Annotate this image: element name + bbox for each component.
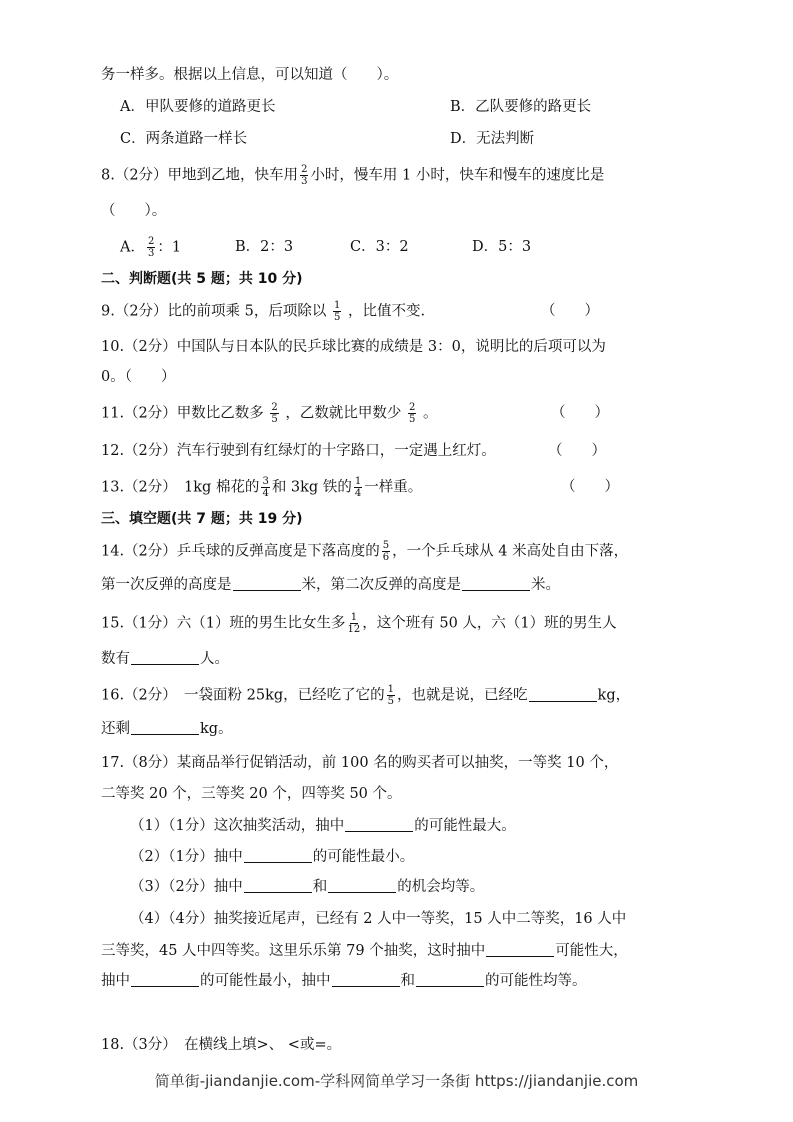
q17-sub4-line2: 三等奖，45 人中四等奖。这里乐乐第 79 个抽奖，这时抽中 可能性大， [101, 943, 628, 959]
q17-line1: 17.（8分）某商品举行促销活动，前 100 名的购买者可以抽奖，一等奖 10 个， [101, 755, 619, 771]
fraction: $\frac{2}{3}$ [147, 236, 155, 259]
answer-blank[interactable] [486, 941, 554, 957]
q18: 18.（3分） 在横线上填>、 <或=。 [101, 1037, 342, 1053]
q10-line2: 0。（ ） [101, 369, 176, 385]
q10-line1: 10.（2分）中国队与日本队的民乒球比赛的成绩是 3：0，说明比的后项可以为 [101, 339, 606, 355]
q12: 12.（2分）汽车行驶到有红绿灯的十字路口，一定遇上红灯。 （ ） [101, 440, 733, 462]
q7-options-row1 [120, 96, 733, 118]
q17-sub4-line3: 抽中 的可能性最小，抽中 和 的可能性均等。 [101, 973, 587, 989]
section-3-heading: 三、填空题(共 7 题；共 19 分) [101, 511, 303, 527]
fraction: $\frac{1}{5}$ [334, 300, 341, 323]
q7-tail: 务一样多。根据以上信息，可以知道（ ）。 [101, 67, 399, 83]
fraction: $\frac{5}{6}$ [382, 540, 390, 563]
q9: 9.（2分）比的前项乘 5，后项除以 $\frac{1}{5}$ ，比值不变. （ ） [101, 300, 599, 323]
answer-paren: （ ） [541, 303, 599, 319]
answer-blank[interactable] [244, 877, 312, 893]
q7-option-a: A．甲队要修的道路更长 [120, 99, 276, 115]
q7-option-c: C．两条道路一样长 [120, 131, 248, 147]
answer-blank[interactable] [328, 877, 396, 893]
answer-blank[interactable] [462, 575, 530, 591]
answer-paren: （ ） [551, 405, 609, 421]
fraction: $\frac{3}{4}$ [262, 476, 269, 499]
fraction: $\frac{1}{12}$ [347, 612, 361, 635]
answer-blank[interactable] [332, 971, 400, 987]
q15-line2: 数有 人。 [101, 651, 229, 667]
q16-line1: 16.（2分） 一袋面粉 25kg，已经吃了它的 $\frac{1}{5}$ ，也就是说，已经吃 kg， [101, 684, 631, 707]
q13: 13.（2分） 1kg 棉花的 $\frac{3}{4}$ 和 3kg 铁的 $\frac{1}{4}$ 一样重。 （ ） [101, 476, 619, 499]
fraction: $\frac{1}{5}$ [387, 684, 395, 707]
q17-sub4-line1: （4）（4分）抽奖接近尾声，已经有 2 人中一等奖，15 人中二等奖，16 人中 [130, 911, 627, 927]
q7-option-b: B．乙队要修的路更长 [450, 99, 592, 115]
q14-line1: 14.（2分）乒乓球的反弹高度是下落高度的 $\frac{5}{6}$ ，一个乒乓球从 4 米高处自由下落， [101, 540, 629, 563]
q17-sub3: （3）（2分）抽中 和 的机会均等。 [130, 879, 485, 895]
answer-paren: （ ） [548, 443, 606, 459]
q8-option-d: D．5：3 [472, 239, 532, 255]
q8-line1: 8.（2分）甲地到乙地，快车用 $\frac{2}{3}$ 小时，慢车用 1 小时，快车和慢车的速度比是 [101, 164, 605, 187]
answer-blank[interactable] [416, 971, 484, 987]
answer-blank[interactable] [131, 719, 199, 735]
q8-option-b: B．2：3 [235, 239, 294, 255]
answer-blank[interactable] [131, 971, 199, 987]
answer-blank[interactable] [131, 649, 199, 665]
q8-option-c: C．3：2 [350, 239, 409, 255]
answer-blank[interactable] [244, 847, 312, 863]
q16-line2: 还剩 kg。 [101, 721, 233, 737]
q11: 11.（2分）甲数比乙数多 $\frac{2}{5}$ ，乙数就比甲数少 $\frac{2}{5}$ 。 （ ） [101, 402, 609, 425]
q7-option-d: D．无法判断 [450, 131, 535, 147]
q17-line2: 二等奖 20 个，三等奖 20 个，四等奖 50 个。 [101, 786, 402, 802]
q8-line2: （ ）。 [101, 203, 167, 219]
q17-sub1: （1）（1分）这次抽奖活动，抽中 的可能性最大。 [130, 818, 516, 834]
answer-paren: （ ） [561, 479, 619, 495]
footer-watermark: 简单街-jiandanjie.com-学科网简单学习一条街 https://jiandanjie.com [154, 1072, 639, 1090]
fraction: $\frac{2}{5}$ [271, 402, 278, 425]
section-2-heading: 二、判断题(共 5 题；共 10 分) [101, 271, 303, 287]
answer-blank[interactable] [529, 686, 597, 702]
q14-line2: 第一次反弹的高度是 米，第二次反弹的高度是 米。 [101, 577, 560, 593]
q17-sub2: （2）（1分）抽中 的可能性最小。 [130, 849, 415, 865]
answer-blank[interactable] [233, 575, 301, 591]
fraction: $\frac{2}{3}$ [301, 164, 308, 187]
fraction: $\frac{2}{5}$ [409, 402, 416, 425]
fraction: $\frac{1}{4}$ [354, 476, 362, 499]
answer-blank[interactable] [345, 816, 413, 832]
q8-option-a: A． $\frac{2}{3}$ ：1 [120, 236, 182, 259]
q7-options-row2 [120, 128, 733, 150]
q15-line1: 15.（1分）六（1）班的男生比女生多 $\frac{1}{12}$ ，这个班有 50 人，六（1）班的男生人 [101, 612, 617, 635]
